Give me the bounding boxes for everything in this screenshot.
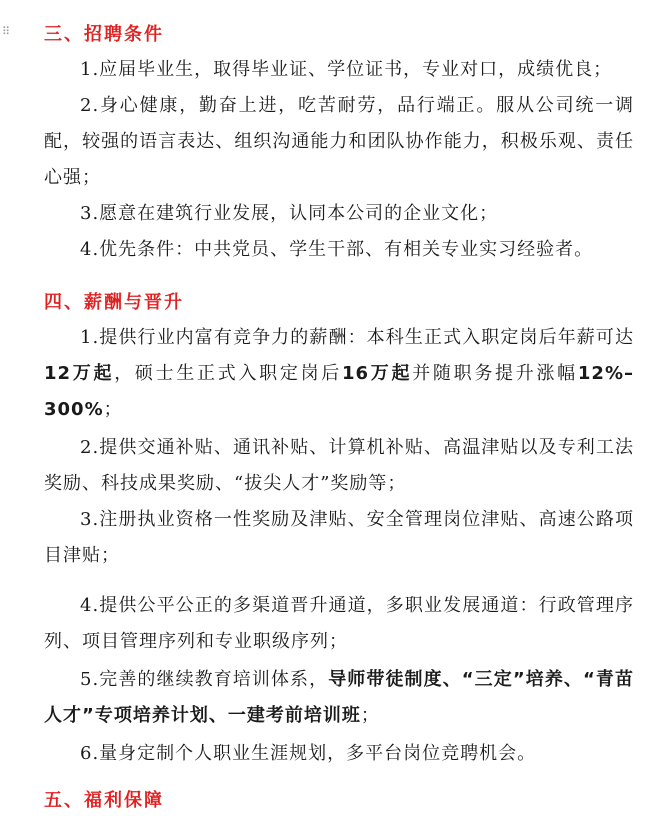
section-heading-5: 五、福利保障 (44, 790, 164, 811)
paragraph-4-5 (44, 662, 634, 734)
salary-master: 16万起 (342, 363, 413, 384)
drag-handle-icon[interactable]: ⠿ (2, 25, 11, 38)
paragraph-3-3: 3.愿意在建筑行业发展，认同本公司的企业文化； (80, 203, 499, 224)
paragraph-4-1-text-c: 并随职务提升涨幅 (412, 363, 578, 384)
salary-bachelor: 12万起 (44, 363, 115, 384)
training-programs: 导师带徒制度、“三定”培养、“青苗人才”专项培养计划、一建考前培训班 (44, 669, 634, 726)
paragraph-4-1 (44, 320, 634, 428)
section-heading-3: 三、招聘条件 (44, 24, 164, 45)
paragraph-4-3: 3.注册执业资格一性奖励及津贴、安全管理岗位津贴、高速公路项目津贴； (44, 509, 634, 566)
paragraph-4-1-text-d: ； (103, 399, 123, 420)
paragraph-3-4: 4.优先条件：中共党员、学生干部、有相关专业实习经验者。 (80, 239, 594, 260)
paragraph-4-1-text-a: 1.提供行业内富有竞争力的薪酬：本科生正式入职定岗后年薪可达 (80, 327, 634, 348)
paragraph-4-5-text-b: ； (360, 705, 380, 726)
paragraph-3-2: 2.身心健康，勤奋上进，吃苦耐劳，品行端正。服从公司统一调配，较强的语言表达、组织沟通能力和团队协作能力，积极乐观、责任心强； (44, 95, 634, 188)
salary-raise-range: 12%–300% (44, 363, 634, 420)
paragraph-4-2: 2.提供交通补贴、通讯补贴、计算机补贴、高温津贴以及专利工法奖励、科技成果奖励、“拔尖人才”奖励等； (44, 437, 634, 494)
paragraph-4-1-text-b: ，硕士生正式入职定岗后 (114, 363, 343, 384)
paragraph-4-6: 6.量身定制个人职业生涯规划，多平台岗位竞聘机会。 (80, 743, 537, 764)
paragraph-3-1: 1.应届毕业生，取得毕业证、学位证书，专业对口，成绩优良； (80, 59, 613, 80)
section-heading-4: 四、薪酬与晋升 (44, 292, 184, 313)
paragraph-4-4: 4.提供公平公正的多渠道晋升通道，多职业发展通道：行政管理序列、项目管理序列和专业职级序列； (44, 595, 634, 652)
paragraph-4-5-text-a: 5.完善的继续教育培训体系， (80, 669, 329, 690)
